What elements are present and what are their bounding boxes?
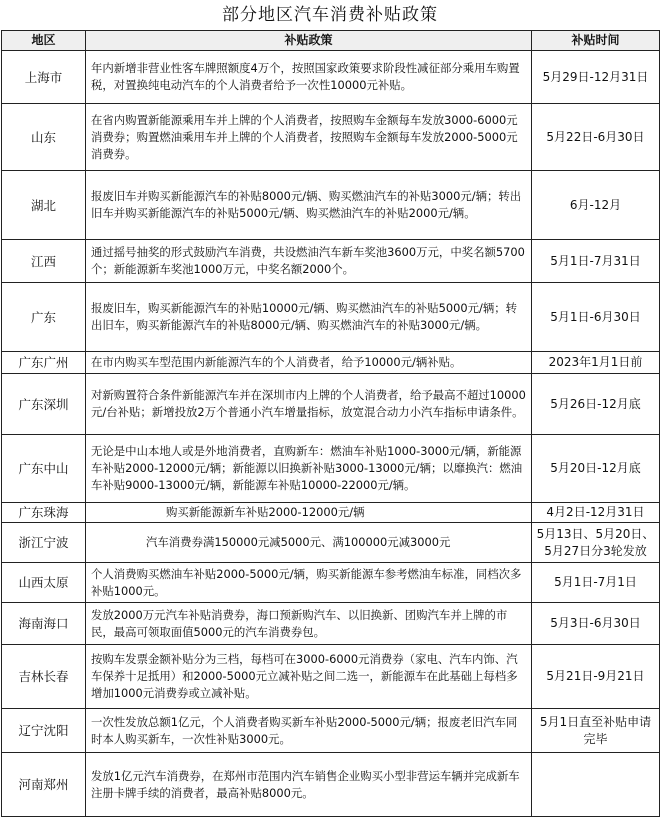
table-row <box>2 283 660 352</box>
time-cell: 6月-12月 <box>532 171 660 240</box>
policy-cell: 在省内购置新能源乘用车并上牌的个人消费者，按照购车金额每车发放3000-6000元消费券；购置燃油乘用车并上牌的个人消费者，按照购车金额每车发放2000-5000元消费券。 <box>86 104 532 171</box>
table-row <box>2 51 660 104</box>
policy-cell: 发放2000万元汽车补贴消费券，海口预新购汽车、以旧换新、团购汽车并上牌的市民，最高可领取面值5000元的汽车消费券包。 <box>86 603 532 645</box>
policy-cell: 对新购置符合条件新能源汽车并在深圳市内上牌的个人消费者，给予最高不超过10000元/台补贴；新增投放2万个普通小汽车增量指标，放宽混合动力小汽车指标申请条件。 <box>86 374 532 435</box>
region-cell: 广东广州 <box>2 352 86 374</box>
table-row <box>2 709 660 753</box>
table-row <box>2 240 660 283</box>
region-cell: 江西 <box>2 240 86 283</box>
header-policy: 补贴政策 <box>86 31 532 51</box>
time-cell: 5月1日-7月31日 <box>532 240 660 283</box>
region-cell: 海南海口 <box>2 603 86 645</box>
time-cell: 5月1日-6月30日 <box>532 283 660 352</box>
region-cell: 湖北 <box>2 171 86 240</box>
policy-cell: 通过摇号抽奖的形式鼓励汽车消费，共设燃油汽车新车奖池3600万元，中奖名额5700个；新能源新车奖池1000万元，中奖名额2000个。 <box>86 240 532 283</box>
table-row <box>2 171 660 240</box>
time-cell <box>532 753 660 817</box>
page-title: 部分地区汽车消费补贴政策 <box>222 5 438 25</box>
time-cell: 5月3日-6月30日 <box>532 603 660 645</box>
time-cell: 5月13日、5月20日、5月27日分3轮发放 <box>532 523 660 563</box>
table-row <box>2 435 660 503</box>
region-cell: 广东中山 <box>2 435 86 503</box>
policy-cell: 个人消费购买燃油车补贴2000-5000元/辆，购买新能源车参考燃油车标准，同档次多补贴1000元。 <box>86 563 532 603</box>
policy-cell: 报废旧车并购买新能源汽车的补贴8000元/辆、购买燃油汽车的补贴3000元/辆；转出旧车并购买新能源汽车的补贴5000元/辆、购买燃油汽车的补贴2000元/辆。 <box>86 171 532 240</box>
region-cell: 吉林长春 <box>2 645 86 709</box>
time-cell: 4月2日-12月31日 <box>532 503 660 523</box>
region-cell: 浙江宁波 <box>2 523 86 563</box>
time-cell: 5月26日-12月底 <box>532 374 660 435</box>
time-cell: 5月20日-12月底 <box>532 435 660 503</box>
time-cell: 5月29日-12月31日 <box>532 51 660 104</box>
table-row <box>2 645 660 709</box>
policy-cell: 年内新增非营业性客车牌照额度4万个，按照国家政策要求阶段性减征部分乘用车购置税，对置换纯电动汽车的个人消费者给予一次性10000元补贴。 <box>86 51 532 104</box>
region-cell: 辽宁沈阳 <box>2 709 86 753</box>
policy-cell: 按购车发票金额补贴分为三档，每档可在3000-6000元消费券（家电、汽车内饰、汽车保养十足抵用）和2000-5000元立减补贴之间二选一，新能源车在此基础上每档多增加1000元消费券或立减补贴。 <box>86 645 532 709</box>
table-row <box>2 352 660 374</box>
region-cell: 山西太原 <box>2 563 86 603</box>
time-cell: 5月1日直至补贴申请完毕 <box>532 709 660 753</box>
time-cell: 5月22日-6月30日 <box>532 104 660 171</box>
policy-cell: 汽车消费券满150000元减5000元、满100000元减3000元 <box>86 523 532 563</box>
header-time: 补贴时间 <box>532 31 660 51</box>
region-cell: 广东 <box>2 283 86 352</box>
region-cell: 山东 <box>2 104 86 171</box>
table-row <box>2 374 660 435</box>
time-cell: 2023年1月1日前 <box>532 352 660 374</box>
region-cell: 广东深圳 <box>2 374 86 435</box>
time-cell: 5月21日-9月21日 <box>532 645 660 709</box>
region-cell: 河南郑州 <box>2 753 86 817</box>
table-row <box>2 104 660 171</box>
table-row <box>2 563 660 603</box>
region-cell: 广东珠海 <box>2 503 86 523</box>
header-region: 地区 <box>2 31 86 51</box>
policy-cell: 购买新能源新车补贴2000-12000元/辆 <box>86 503 532 523</box>
table-row <box>2 503 660 523</box>
policy-cell: 无论是中山本地人或是外地消费者，直购新车：燃油车补贴1000-3000元/辆，新能源车补贴2000-12000元/辆；新能源以旧换新补贴3000-13000元/辆；以靡换汽：燃油车补贴9000-13000元/辆，新能源车补贴10000-22000元/辆。 <box>86 435 532 503</box>
table-header-row <box>2 31 660 51</box>
table-row <box>2 753 660 817</box>
table-row <box>2 603 660 645</box>
time-cell: 5月1日-7月1日 <box>532 563 660 603</box>
table-row <box>2 523 660 563</box>
policy-cell: 一次性发放总额1亿元，个人消费者购买新车补贴2000-5000元/辆；报废老旧汽车同时本人购买新车，一次性补贴3000元。 <box>86 709 532 753</box>
policy-cell: 发放1亿元汽车消费券，在郑州市范围内汽车销售企业购买小型非营运车辆并完成新车注册卡牌手续的消费者，最高补贴8000元。 <box>86 753 532 817</box>
region-cell: 上海市 <box>2 51 86 104</box>
policy-cell: 报废旧车，购买新能源汽车的补贴10000元/辆、购买燃油汽车的补贴5000元/辆；转出旧车，购买新能源汽车的补贴8000元/辆、购买燃油汽车的补贴3000元/辆。 <box>86 283 532 352</box>
subsidy-policy-table <box>1 30 660 817</box>
policy-cell: 在市内购买车型范围内新能源汽车的个人消费者，给予10000元/辆补贴。 <box>86 352 532 374</box>
